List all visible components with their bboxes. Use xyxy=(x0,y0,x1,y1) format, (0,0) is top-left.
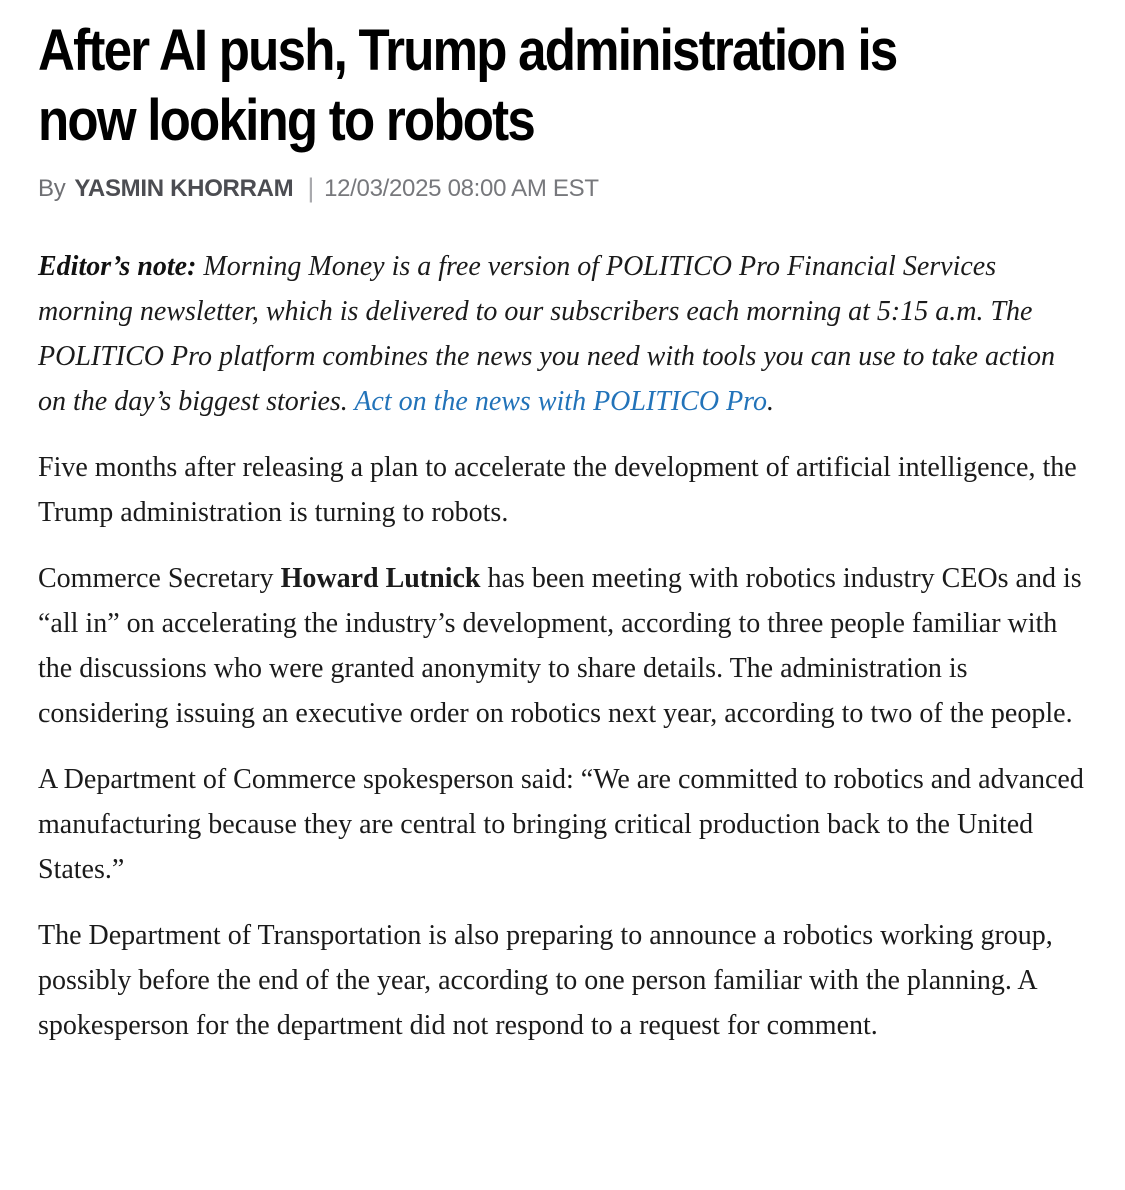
paragraph-2-lead: Commerce Secretary xyxy=(38,563,281,594)
byline-separator: | xyxy=(307,173,315,203)
article-title-line-2: now looking to robots xyxy=(38,88,535,153)
paragraph-2-rest: has been meeting with robotics industry CEOs and is “all in” on accelerating the industry’s development, according to three people familiar with the discussions who were granted anonymity to share details. The administration is considering issuing an executive order on robotics next year, according to two of the people. xyxy=(38,563,1082,729)
article-title xyxy=(38,16,1087,156)
editors-note xyxy=(38,244,1087,424)
byline-prefix: By xyxy=(38,175,66,202)
paragraph-4: The Department of Transportation is also preparing to announce a robotics working group, possibly before the end of the year, according to one person familiar with the planning. A spokesperson for the department did not respond to a request for comment. xyxy=(38,920,1053,1041)
article-title-line-1: After AI push, Trump administration is xyxy=(38,18,897,83)
author-link[interactable]: YASMIN KHORRAM xyxy=(74,175,294,202)
paragraph-3: A Department of Commerce spokesperson said: “We are committed to robotics and advanced manufacturing because they are central to bringing critical production back to the United States.” xyxy=(38,764,1084,885)
byline xyxy=(38,172,1087,204)
politico-pro-link[interactable]: Act on the news with POLITICO Pro xyxy=(354,386,768,417)
editors-note-label: Editor’s note: xyxy=(38,251,197,282)
paragraph-2 xyxy=(38,556,1087,736)
publish-date: 12/03/2025 08:00 AM EST xyxy=(324,175,599,202)
person-name-howard-lutnick: Howard Lutnick xyxy=(280,563,481,594)
article-body xyxy=(38,244,1087,1048)
paragraph-1: Five months after releasing a plan to accelerate the development of artificial intelligence, the Trump administration is turning to robots. xyxy=(38,452,1077,528)
editors-note-period: . xyxy=(767,386,775,417)
editors-note-text: Morning Money is a free version of POLITICO Pro Financial Services morning newsletter, which is delivered to our subscribers each morning at 5:15 a.m. The POLITICO Pro platform combines the news you need with tools you can use to take action on the day’s biggest stories. xyxy=(38,251,1055,417)
